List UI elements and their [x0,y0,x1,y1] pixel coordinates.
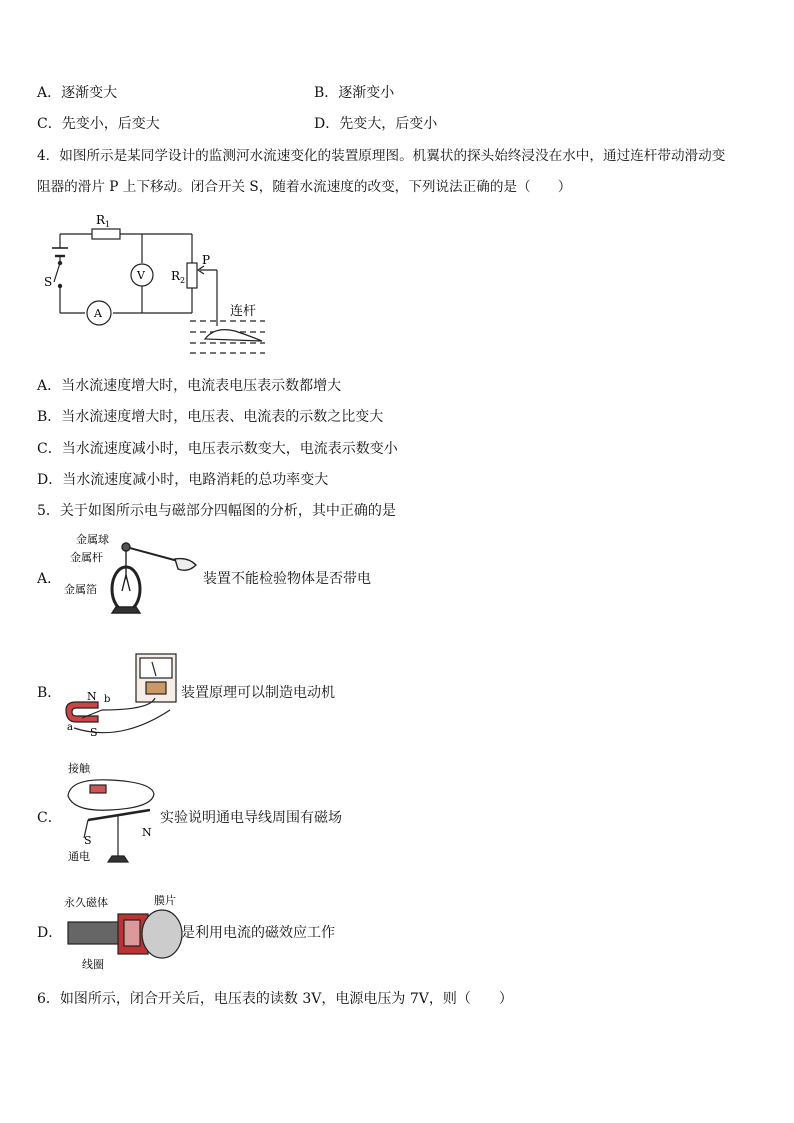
ammeter-label: A [94,307,102,320]
label-contact: 接触 [68,762,90,775]
q4-option-a: A．当水流速度增大时，电流表电压表示数都增大 [37,378,342,394]
switch-s-label: S [44,275,53,289]
label-energized: 通电 [68,850,90,863]
label-metal-ball: 金属球 [76,533,109,546]
q3-option-d: D．先变大，后变小 [314,116,438,132]
q4-option-b: B．当水流速度增大时，电压表、电流表的示数之比变大 [37,409,384,425]
label-diaphragm: 膜片 [154,894,176,907]
q5-stem: 5．关于如图所示电与磁部分四幅图的分析，其中正确的是 [37,503,396,519]
q6-stem: 6．如图所示，闭合开关后，电压表的读数 3V，电源电压为 7V，则（ ） [37,991,513,1007]
q5-option-c-label: C． [37,810,62,826]
q4-stem-line-2: 阻器的滑片 P 上下移动。闭合开关 S，随着水流速度的改变，下列说法正确的是（ ） [37,179,572,195]
electroscope-figure [60,531,202,621]
q5-option-c-text: 实验说明通电导线周围有磁场 [160,810,342,826]
q4-option-d: D．当水流速度减小时，电路消耗的总功率变大 [37,472,329,488]
label-s-pole: S [90,726,98,739]
q3-option-c: C．先变小，后变大 [37,116,160,132]
q5-option-a-label: A． [37,571,62,587]
label-coil: 线圈 [82,958,104,971]
r2-label: $R_2$ [171,269,186,285]
slider-p-label: P [202,253,211,267]
microphone-figure [60,888,184,974]
q4-circuit-figure [40,208,280,363]
voltmeter-label: V [137,269,145,282]
q4-option-c: C．当水流速度减小时，电压表示数变大，电流表示数变小 [37,441,398,457]
label-permanent-magnet: 永久磁体 [64,896,108,909]
q5-option-b-text: 装置原理可以制造电动机 [181,685,335,701]
label-b: b [104,694,111,705]
label-needle-n: N [142,826,152,839]
label-a: a [67,722,73,733]
rod-label: 连杆 [230,304,257,319]
q3-option-b: B．逐渐变小 [314,85,395,101]
label-metal-rod: 金属杆 [70,551,103,564]
label-metal-foil: 金属箔 [64,583,97,596]
q5-option-a-text: 装置不能检验物体是否带电 [203,571,371,587]
q5-option-d-text: 是利用电流的磁效应工作 [181,925,335,941]
label-needle-s: S [84,834,92,847]
oersted-experiment-figure [60,758,160,870]
q5-option-b-label: B． [37,685,62,701]
q5-option-d-label: D． [37,925,63,941]
q4-stem-line-1: 4．如图所示是某同学设计的监测河水流速变化的装置原理图。机翼状的探头始终浸没在水中，通过连杆带动滑动变 [37,148,726,164]
magnet-galvanometer-figure [60,648,182,744]
label-n-pole: N [87,690,97,703]
q3-option-a: A．逐渐变大 [37,85,118,101]
r1-label: $R_1$ [96,213,111,229]
